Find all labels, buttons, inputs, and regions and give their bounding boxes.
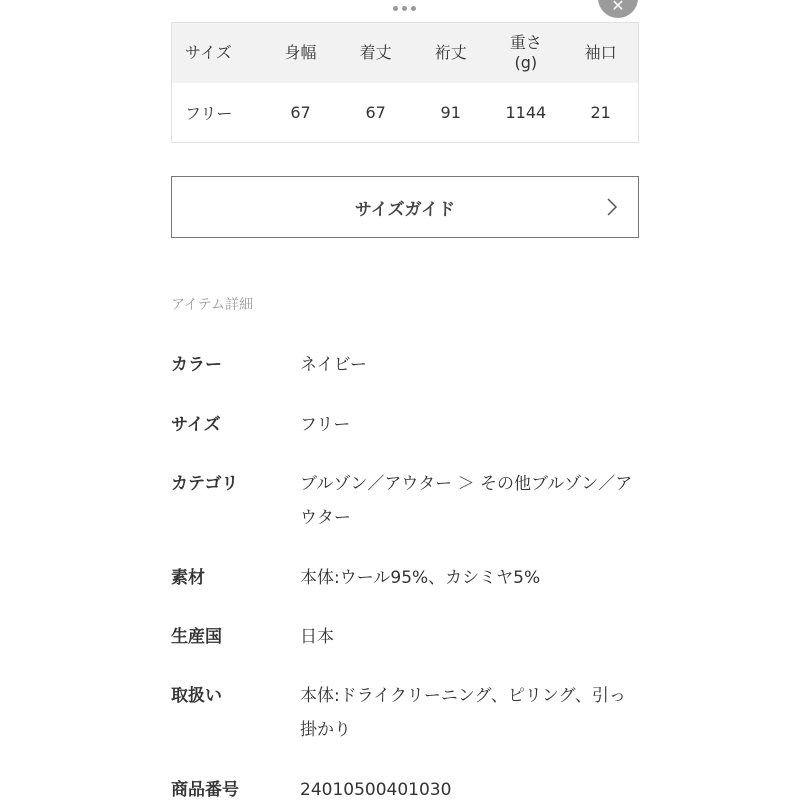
detail-value: 本体:ドライクリーニング、ピリング、引っ掛かり: [300, 686, 626, 740]
detail-row-size: [171, 408, 641, 442]
size-table-header: 重さ (g): [488, 23, 563, 84]
size-guide-label: サイズガイド: [354, 199, 456, 220]
detail-row-color: [171, 348, 641, 382]
detail-key: サイズ: [171, 415, 221, 435]
close-icon: ✕: [611, 0, 625, 15]
detail-row-product-number: [171, 773, 641, 807]
table-row: [172, 83, 639, 143]
dot-icon: [411, 6, 416, 11]
detail-row-care: [171, 679, 641, 747]
detail-value: 本体:ウール95%、カシミヤ5%: [300, 568, 541, 588]
table-cell: 67: [263, 83, 338, 143]
close-button[interactable]: [598, 0, 638, 18]
detail-row-country: [171, 620, 641, 654]
detail-key: カラー: [171, 355, 222, 375]
detail-key: 素材: [171, 568, 205, 588]
detail-value: 日本: [300, 627, 334, 647]
dot-icon: [393, 6, 398, 11]
detail-value[interactable]: ブルゾン／アウター ＞ その他ブルゾン／アウター: [300, 474, 633, 528]
detail-key: 生産国: [171, 627, 222, 647]
size-table-header-row: [172, 23, 639, 84]
size-table: [171, 22, 639, 143]
detail-value: フリー: [300, 415, 351, 435]
size-table-header: 着丈: [338, 23, 413, 84]
table-cell: フリー: [172, 83, 264, 143]
detail-key: カテゴリ: [171, 474, 239, 494]
table-cell: 1144: [488, 83, 563, 143]
drag-handle[interactable]: [393, 6, 416, 11]
size-table-header: 身幅: [263, 23, 338, 84]
item-details-title: アイテム詳細: [171, 297, 254, 313]
detail-row-category: [171, 467, 641, 535]
table-cell: 91: [413, 83, 488, 143]
detail-value: 24010500401030: [300, 780, 452, 800]
table-cell: 67: [338, 83, 413, 143]
detail-key: 商品番号: [171, 780, 239, 800]
size-table-header: サイズ: [172, 23, 264, 84]
dot-icon: [402, 6, 407, 11]
detail-key: 取扱い: [171, 686, 222, 706]
detail-row-material: [171, 561, 641, 595]
chevron-right-icon: [606, 197, 618, 217]
detail-value: ネイビー: [300, 355, 367, 375]
size-table-header: 裄丈: [413, 23, 488, 84]
table-cell: 21: [563, 83, 638, 143]
size-table-header: 袖口: [563, 23, 638, 84]
size-guide-button[interactable]: [171, 176, 639, 238]
